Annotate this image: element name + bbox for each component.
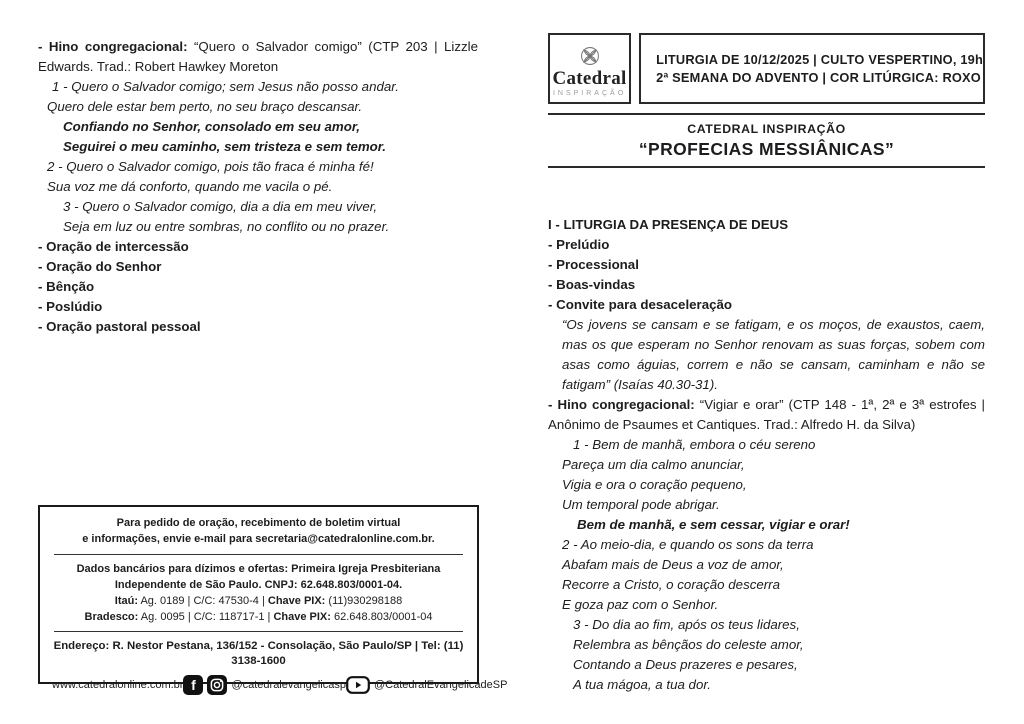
hymn-reference: “Vigiar e orar” (CTP 148 - 1ª, 2ª e 3ª estrofes | Anônimo de Psaumes et Cantiques. Trad.: Alfredo H. da Silva) xyxy=(548,397,986,432)
header-rule-bottom xyxy=(548,166,985,168)
instagram-facebook-group xyxy=(183,675,346,695)
hymn-verses xyxy=(548,435,985,695)
hymn-label: - Hino congregacional: xyxy=(548,397,695,412)
left-page xyxy=(38,37,478,337)
hymn-verses xyxy=(38,77,478,237)
verse-line: Seguirei o meu caminho, sem tristeza e sem temor. xyxy=(63,139,386,154)
logo-tagline: INSPIRAÇÃO xyxy=(552,89,627,97)
youtube-group xyxy=(346,676,507,694)
liturgy-item: - Processional xyxy=(548,257,639,272)
verse-line: Contando a Deus prazeres e pesares, xyxy=(573,657,798,672)
footer-contact xyxy=(40,632,508,695)
section-heading: I - LITURGIA DA PRESENÇA DE DEUS xyxy=(548,217,789,232)
logo-emblem-icon xyxy=(577,43,603,69)
verse-line: Quero dele estar bem perto, no seu braço descansar. xyxy=(47,99,363,114)
verse-line: E goza paz com o Senhor. xyxy=(562,597,719,612)
verse-line: Seja em luz ou entre sombras, no conflito ou no prazer. xyxy=(63,219,390,234)
verse-line: 3 - Quero o Salvador comigo, dia a dia em meu viver, xyxy=(63,199,378,214)
order-item: - Oração pastoral pessoal xyxy=(38,319,201,334)
verse-line: Um temporal pode abrigar. xyxy=(562,497,720,512)
verse-line: Recorre a Cristo, o coração descerra xyxy=(562,577,781,592)
bank-intro-line: Independente de São Paulo. CNPJ: 62.648.803/0001-04. xyxy=(114,579,403,591)
verse-line: Sua voz me dá conforto, quando me vacila o pé. xyxy=(47,179,333,194)
facebook-icon: f xyxy=(183,675,203,695)
service-info-line2: 2ª SEMANA DO ADVENTO | COR LITÚRGICA: ROXO xyxy=(656,70,981,85)
itau-account-line xyxy=(48,593,469,609)
verse-line: Abafam mais de Deus a voz de amor, xyxy=(562,557,784,572)
verse-line: Confiando no Senhor, consolado em seu amor, xyxy=(63,119,361,134)
hymn-header-paragraph xyxy=(548,395,985,435)
prayer-info-line: Para pedido de oração, recebimento de boletim virtual xyxy=(116,517,401,529)
verse-line: Bem de manhã, e sem cessar, vigiar e orar! xyxy=(577,517,850,532)
bank-intro-line: Dados bancários para dízimos e ofertas: Primeira Igreja Presbiteriana xyxy=(76,563,441,575)
order-item: - Oração do Senhor xyxy=(38,259,162,274)
order-item: - Oração de intercessão xyxy=(38,239,189,254)
bradesco-pix-label: Chave PIX: xyxy=(273,611,331,623)
title-block xyxy=(548,115,985,166)
contact-box xyxy=(38,505,508,693)
instagram-handle: @catedralevangelicasp xyxy=(231,679,346,691)
verse-line: A tua mágoa, a tua dor. xyxy=(573,677,711,692)
prayer-info-line: e informações, envie e-mail para secretaria@catedralonline.com.br. xyxy=(82,532,435,545)
youtube-icon xyxy=(346,676,370,694)
header-row xyxy=(548,33,985,104)
church-name-title: CATEDRAL INSPIRAÇÃO xyxy=(687,122,846,136)
liturgy-content xyxy=(548,215,985,695)
right-page xyxy=(548,33,985,695)
website-text: www.catedralonline.com.br xyxy=(52,679,184,691)
itau-account: Ag. 0189 | C/C: 47530-4 | xyxy=(138,595,268,607)
bradesco-bank-label: Bradesco: xyxy=(84,611,139,623)
verse-line: 1 - Bem de manhã, embora o céu sereno xyxy=(573,437,816,452)
bradesco-pix: 62.648.803/0001-04 xyxy=(330,611,433,623)
social-row xyxy=(52,675,508,695)
service-info-box xyxy=(639,33,985,104)
logo-name: Catedral xyxy=(552,67,627,89)
hymn-label: - Hino congregacional: xyxy=(38,39,188,54)
liturgy-item: - Convite para desaceleração xyxy=(548,297,733,312)
itau-pix-label: Chave PIX: xyxy=(267,595,326,607)
prayer-info xyxy=(40,507,477,554)
liturgy-item: - Prelúdio xyxy=(548,237,610,252)
hymn-header-paragraph xyxy=(38,37,478,77)
bank-intro xyxy=(48,561,469,593)
verse-line: Relembra as bênçãos do celeste amor, xyxy=(573,637,804,652)
instagram-icon xyxy=(207,675,227,695)
verse-line: Vigia e ora o coração pequeno, xyxy=(562,477,747,492)
order-item: - Bênção xyxy=(38,279,95,294)
logo-box xyxy=(548,33,631,104)
order-of-service xyxy=(38,237,478,337)
itau-bank-label: Itaú: xyxy=(114,595,139,607)
itau-pix: (11)930298188 xyxy=(325,595,403,607)
bradesco-account: Ag. 0095 | C/C: 118717-1 | xyxy=(138,611,274,623)
address-line: Endereço: R. Nestor Pestana, 136/152 - Consolação, São Paulo/SP | Tel: (11) 3138-1600 xyxy=(53,640,464,667)
youtube-handle: @CatedralEvangelicadeSP xyxy=(373,679,508,691)
verse-line: 2 - Quero o Salvador comigo, pois tão fraca é minha fé! xyxy=(47,159,374,174)
hymn-reference: “Quero o Salvador comigo” (CTP 203 | Lizzle Edwards. Trad.: Robert Hawkey Moreton xyxy=(38,39,478,74)
service-info-line1: LITURGIA DE 10/12/2025 | CULTO VESPERTINO, 19h xyxy=(656,52,983,67)
scripture-quote: “Os jovens se cansam e se fatigam, e os moços, de exaustos, caem, mas os que esperam no Senhor renovam as suas forças, sobem com asas como águias, correm e não se cansam, caminham e não se fatigam” (Isaías 40.30-31). xyxy=(562,317,985,392)
theme-title: “PROFECIAS MESSIÂNICAS” xyxy=(638,139,895,159)
bank-info xyxy=(40,555,477,631)
verse-line: 2 - Ao meio-dia, e quando os sons da terra xyxy=(562,537,814,552)
verse-line: 1 - Quero o Salvador comigo; sem Jesus não posso andar. xyxy=(52,79,399,94)
verse-line: Pareça um dia calmo anunciar, xyxy=(562,457,745,472)
liturgy-item: - Boas-vindas xyxy=(548,277,636,292)
bradesco-account-line xyxy=(48,609,469,625)
verse-line: 3 - Do dia ao fim, após os teus lidares, xyxy=(573,617,800,632)
liturgy-items xyxy=(548,235,985,315)
order-item: - Poslúdio xyxy=(38,299,103,314)
